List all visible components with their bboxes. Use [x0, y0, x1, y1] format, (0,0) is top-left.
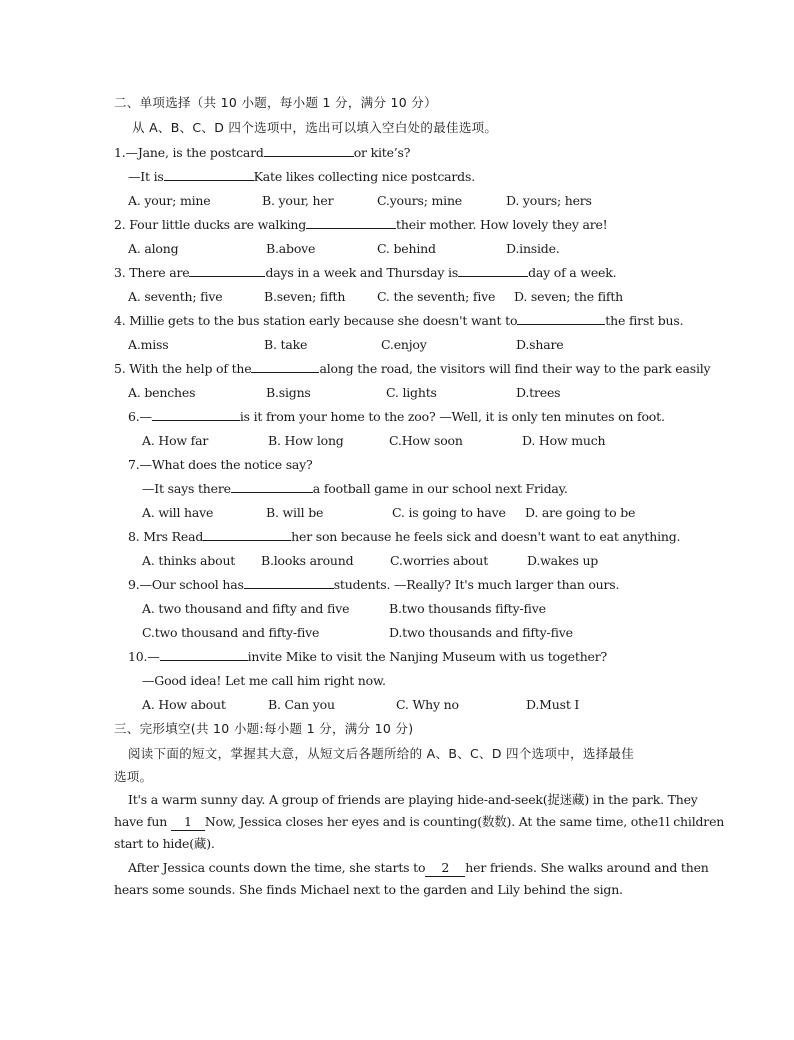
q4-text-a: 4. Millie gets to the bus station early because she doesn't want to: [114, 313, 518, 328]
q5-blank: [251, 361, 319, 373]
q10-text-a: 10.—: [128, 649, 160, 664]
q9-option-b: B.two thousands fifty-five: [389, 601, 546, 616]
question-4-stem: [114, 313, 683, 329]
q8-text-b: her son because he feels sick and doesn't want to eat anything.: [291, 529, 681, 544]
question-3-stem: [114, 265, 616, 281]
q5-text-b: along the road, the visitors will find their way to the park easily: [319, 361, 711, 376]
q8-blank: [203, 529, 291, 541]
q6-blank: [152, 409, 240, 421]
q4-option-c: C.enjoy: [381, 337, 427, 352]
passage-paragraph-2-line-2: hears some sounds. She finds Michael next to the garden and Lily behind the sign.: [114, 882, 623, 897]
q3-option-a: A. seventh; five: [128, 289, 223, 304]
q3-text-a: 3. There are: [114, 265, 190, 280]
q6-option-b: B. How long: [268, 433, 344, 448]
q2-option-c: C. behind: [377, 241, 436, 256]
q5-option-d: D.trees: [516, 385, 561, 400]
q3-option-d: D. seven; the fifth: [514, 289, 623, 304]
q9-option-a: A. two thousand and fifty and five: [142, 601, 350, 616]
q6-option-c: C.How soon: [389, 433, 463, 448]
q6-text-b: is it from your home to the zoo? —Well, it is only ten minutes on foot.: [239, 409, 665, 424]
q2-option-a: A. along: [128, 241, 179, 256]
q9-text-a: 9.—Our school has: [128, 577, 244, 592]
passage-paragraph-1-line-1: It's a warm sunny day. A group of friends are playing hide-and-seek(捉迷藏) in the park. They: [128, 792, 698, 807]
q4-option-b: B. take: [264, 337, 308, 352]
q5-option-b: B.signs: [266, 385, 311, 400]
q8-option-a: A. thinks about: [142, 553, 236, 568]
question-10-stem: [128, 649, 607, 665]
q2-text-a: 2. Four little ducks are walking: [114, 217, 307, 232]
q5-text-a: 5. With the help of the: [114, 361, 252, 376]
q3-text-b: days in a week and Thursday is: [265, 265, 459, 280]
q2-text-b: their mother. How lovely they are!: [396, 217, 608, 232]
q1-reply-b: Kate likes collecting nice postcards.: [253, 169, 475, 184]
q10-blank: [160, 649, 248, 661]
q1-text-a: 1.—Jane, is the postcard: [114, 145, 264, 160]
q9-option-c: C.two thousand and fifty-five: [142, 625, 320, 640]
q8-option-b: B.looks around: [261, 553, 354, 568]
question-10-reply: —Good idea! Let me call him right now.: [142, 673, 386, 688]
q1-option-d: D. yours; hers: [506, 193, 592, 208]
question-6-stem: [128, 409, 665, 425]
q3-option-c: C. the seventh; five: [377, 289, 496, 304]
q7-reply-a: —It says there: [142, 481, 231, 496]
q1-blank: [264, 145, 354, 157]
p1-text-a: have fun: [114, 814, 168, 829]
q10-option-a: A. How about: [142, 697, 226, 712]
q2-option-b: B.above: [266, 241, 316, 256]
q10-option-c: C. Why no: [396, 697, 459, 712]
question-2-stem: [114, 217, 608, 233]
q4-blank: [517, 313, 605, 325]
question-1-reply: [128, 169, 475, 185]
passage-paragraph-1-line-3: start to hide(藏).: [114, 836, 215, 851]
question-8-stem: [128, 529, 680, 545]
q8-text-a: 8. Mrs Read: [128, 529, 204, 544]
q7-option-b: B. will be: [266, 505, 324, 520]
p2-text-a: After Jessica counts down the time, she starts to: [128, 860, 426, 875]
q5-option-c: C. lights: [386, 385, 437, 400]
q8-option-d: D.wakes up: [527, 553, 599, 568]
q7-blank: [231, 481, 313, 493]
q3-blank-1: [189, 265, 265, 277]
passage-paragraph-1-line-2: [114, 814, 724, 831]
q4-option-d: D.share: [516, 337, 564, 352]
q6-option-a: A. How far: [142, 433, 209, 448]
q1-reply-a: —It is: [128, 169, 164, 184]
q6-option-d: D. How much: [522, 433, 606, 448]
section-3-instruction-line-1: 阅读下面的短文，掌握其大意，从短文后各题所给的 A、B、C、D 四个选项中，选择最佳: [128, 746, 635, 761]
q7-reply-b: a football game in our school next Friday.: [312, 481, 568, 496]
p2-text-b: her friends. She walks around and then: [465, 860, 709, 875]
q7-option-a: A. will have: [142, 505, 214, 520]
q1-option-c: C.yours; mine: [377, 193, 463, 208]
question-7-stem: 7.—What does the notice say?: [128, 457, 313, 472]
q5-option-a: A. benches: [128, 385, 196, 400]
cloze-blank-2: 2: [425, 860, 465, 877]
q9-text-b: students. —Really? It's much larger than ours.: [333, 577, 620, 592]
q10-option-b: B. Can you: [268, 697, 335, 712]
q1-reply-blank: [164, 169, 254, 181]
section-2-instruction: 从 A、B、C、D 四个选项中，选出可以填入空白处的最佳选项。: [132, 120, 498, 135]
question-5-stem: [114, 361, 710, 377]
section-3-instruction-line-2: 选项。: [114, 769, 153, 784]
q4-option-a: A.miss: [128, 337, 169, 352]
p1-text-b: Now, Jessica closes her eyes and is counting(数数). At the same time, othe1l children: [204, 814, 725, 829]
q7-option-d: D. are going to be: [525, 505, 636, 520]
q9-option-d: D.two thousands and fifty-five: [389, 625, 573, 640]
q4-text-b: the first bus.: [605, 313, 684, 328]
q9-blank: [244, 577, 334, 589]
question-1-stem: [114, 145, 410, 161]
q3-text-c: day of a week.: [528, 265, 617, 280]
q3-option-b: B.seven; fifth: [264, 289, 346, 304]
q6-text-a: 6.—: [128, 409, 152, 424]
question-9-stem: [128, 577, 619, 593]
q2-blank: [306, 217, 396, 229]
q3-blank-2: [458, 265, 528, 277]
q1-text-b: or kite’s?: [353, 145, 411, 160]
q2-option-d: D.inside.: [506, 241, 560, 256]
q10-option-d: D.Must I: [526, 697, 580, 712]
section-2-heading: 二、单项选择（共 10 小题，每小题 1 分，满分 10 分）: [114, 95, 437, 110]
question-7-reply: [142, 481, 568, 497]
cloze-blank-1: 1: [171, 814, 205, 831]
section-3-heading: 三、完形填空(共 10 小题:每小题 1 分，满分 10 分): [114, 721, 414, 736]
q7-option-c: C. is going to have: [392, 505, 506, 520]
q1-option-a: A. your; mine: [128, 193, 211, 208]
q1-option-b: B. your, her: [262, 193, 334, 208]
passage-paragraph-2-line-1: [128, 860, 709, 877]
q10-text-b: invite Mike to visit the Nanjing Museum with us together?: [247, 649, 608, 664]
q8-option-c: C.worries about: [390, 553, 489, 568]
